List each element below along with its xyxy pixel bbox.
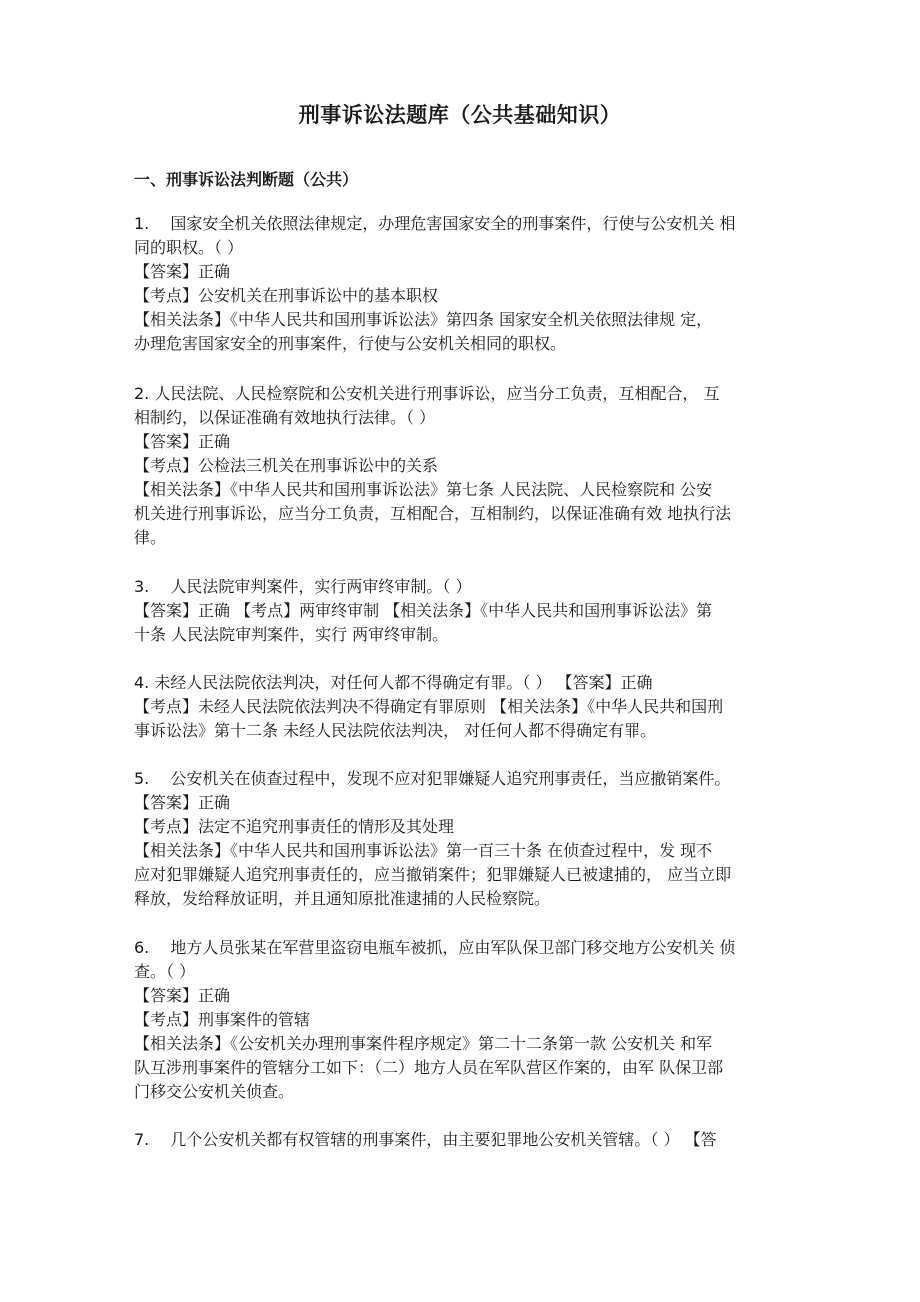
law-line: 十条 人民法院审判案件，实行 两审终审制。 (134, 625, 449, 644)
question-6 (134, 936, 794, 1104)
law-line: 机关进行刑事诉讼，应当分工负责，互相配合，互相制约，以保证准确有效 地执行法 (134, 504, 732, 523)
law-line: 应对犯罪嫌疑人追究刑事责任的，应当撤销案件；犯罪嫌疑人已被逮捕的， 应当立即 (134, 865, 732, 884)
topic-line: 【考点】公安机关在刑事诉讼中的基本职权 (134, 286, 439, 305)
answer-line: 【答案】正确 (134, 262, 231, 281)
question-1 (134, 212, 794, 356)
question-line: 7. 几个公安机关都有权管辖的刑事案件，由主要犯罪地公安机关管辖。（ ） 【答 (134, 1130, 717, 1149)
topic-line: 【考点】未经人民法院依法判决不得确定有罪原则 【相关法条】《中华人民共和国刑 (134, 697, 724, 716)
answer-line: 【答案】正确 (134, 986, 231, 1005)
page-title: 刑事诉讼法题库（公共基础知识） (298, 103, 622, 127)
question-5 (134, 767, 794, 911)
law-line: 律。 (134, 528, 167, 547)
question-line: 查。（ ） (134, 962, 196, 981)
question-4 (134, 671, 794, 743)
question-line: 3. 人民法院审判案件，实行两审终审制。（ ） (134, 577, 472, 596)
question-line: 同的职权。（ ） (134, 238, 244, 257)
section-heading: 一、刑事诉讼法判断题（公共） (134, 170, 359, 189)
answer-line: 【答案】正确 【考点】两审终审制 【相关法条】《中华人民共和国刑事诉讼法》第 (134, 601, 713, 620)
answer-line: 【答案】正确 (134, 793, 231, 812)
law-line: 【相关法条】《中华人民共和国刑事诉讼法》第一百三十条 在侦查过程中，发 现不 (134, 841, 713, 860)
law-line: 【相关法条】《中华人民共和国刑事诉讼法》第七条 人民法院、人民检察院和 公安 (134, 480, 713, 499)
answer-line: 【答案】正确 (134, 432, 231, 451)
law-line: 事诉讼法》第十二条 未经人民法院依法判决， 对任何人都不得确定有罪。 (134, 721, 657, 740)
question-line: 1. 国家安全机关依照法律规定，办理危害国家安全的刑事案件，行使与公安机关 相 (134, 214, 736, 233)
law-line: 释放，发给释放证明，并且通知原批准逮捕的人民检察院。 (134, 889, 551, 908)
question-line: 相制约，以保证准确有效地执行法律。（ ） (134, 408, 436, 427)
topic-line: 【考点】公检法三机关在刑事诉讼中的关系 (134, 456, 439, 475)
law-line: 门移交公安机关侦查。 (134, 1082, 295, 1101)
law-line: 队互涉刑事案件的管辖分工如下：（二）地方人员在军队营区作案的，由军 队保卫部 (134, 1058, 724, 1077)
question-line: 6. 地方人员张某在军营里盗窃电瓶车被抓，应由军队保卫部门移交地方公安机关 侦 (134, 938, 736, 957)
question-3 (134, 575, 794, 647)
law-line: 办理危害国家安全的刑事案件，行使与公安机关相同的职权。 (134, 334, 567, 353)
question-7 (134, 1128, 794, 1152)
question-line: 5. 公安机关在侦查过程中，发现不应对犯罪嫌疑人追究刑事责任，当应撤销案件。 (134, 769, 731, 788)
law-line: 【相关法条】《中华人民共和国刑事诉讼法》第四条 国家安全机关依照法律规 定， (134, 310, 713, 329)
topic-line: 【考点】法定不追究刑事责任的情形及其处理 (134, 817, 455, 836)
question-line: 4. 未经人民法院依法判决，对任何人都不得确定有罪。（ ） 【答案】正确 (134, 673, 653, 692)
question-2 (134, 382, 794, 550)
law-line: 【相关法条】《公安机关办理刑事案件程序规定》第二十二条第一款 公安机关 和军 (134, 1034, 713, 1053)
topic-line: 【考点】刑事案件的管辖 (134, 1010, 311, 1029)
question-line: 2. 人民法院、人民检察院和公安机关进行刑事诉讼，应当分工负责，互相配合， 互 (134, 384, 720, 403)
